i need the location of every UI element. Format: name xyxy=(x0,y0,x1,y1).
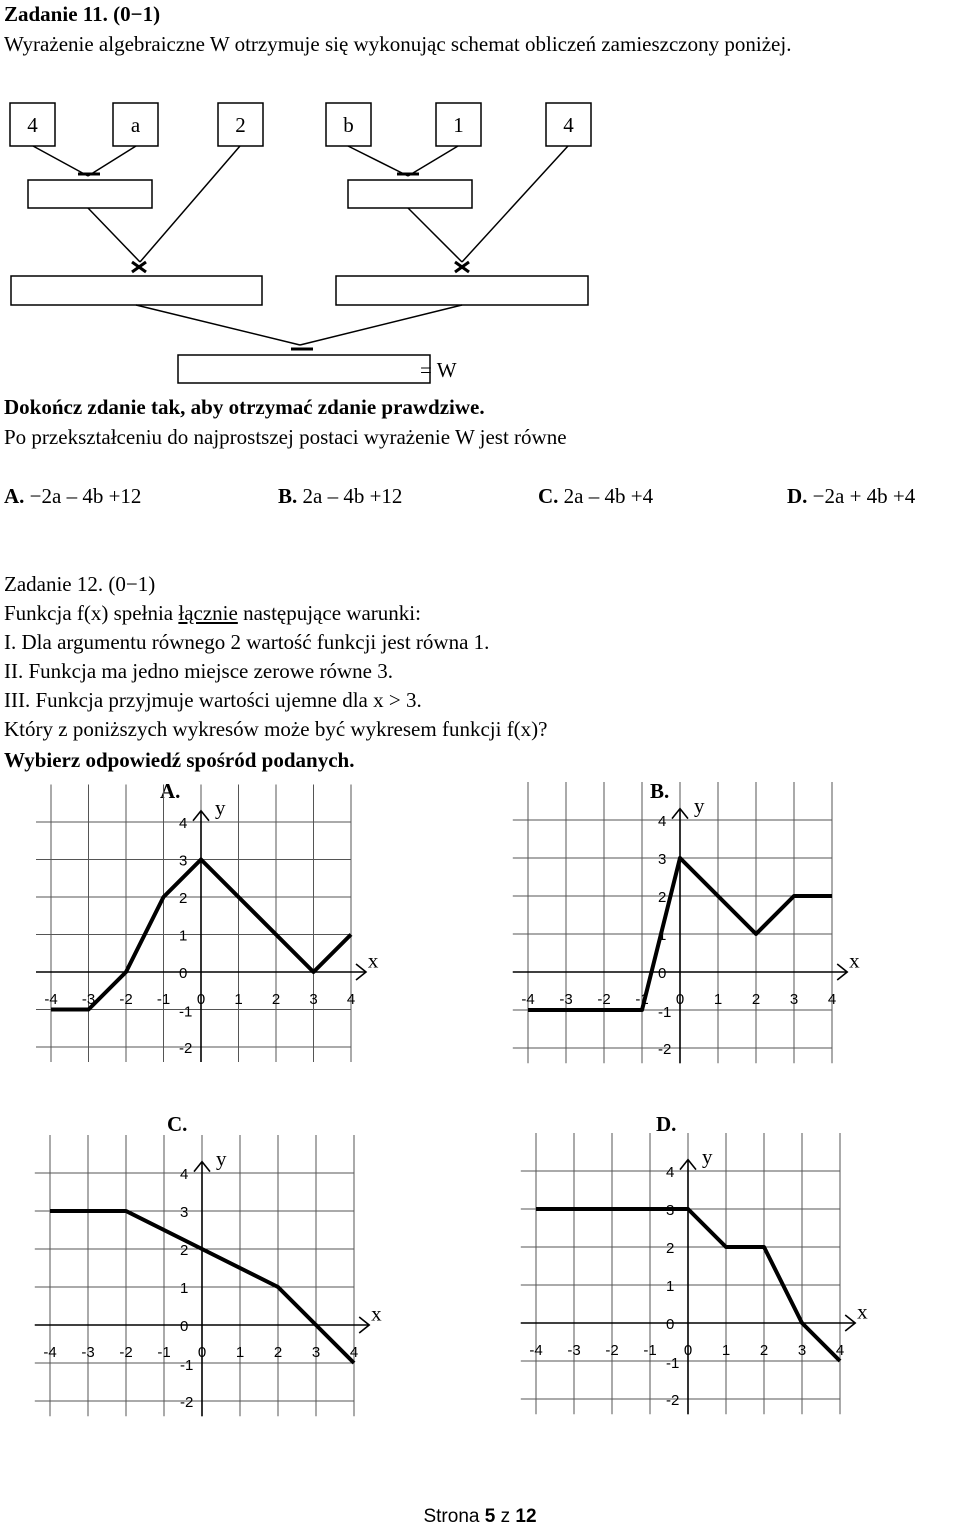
x-tick-label: 1 xyxy=(235,1344,245,1361)
input-value: 1 xyxy=(453,113,464,137)
x-tick-label: 2 xyxy=(271,991,281,1008)
x-tick-label: 0 xyxy=(683,1342,693,1359)
option-text: −2a + 4b +4 xyxy=(812,484,916,508)
y-tick-label: 4 xyxy=(666,1164,675,1181)
y-tick-label: 2 xyxy=(180,1242,189,1259)
x-tick-label: -3 xyxy=(559,991,573,1008)
x-tick-label: 2 xyxy=(759,1342,769,1359)
x-tick-label: -2 xyxy=(597,991,611,1008)
x-axis-label: x xyxy=(849,948,860,973)
y-tick-label: 1 xyxy=(666,1278,675,1295)
y-tick-label: 3 xyxy=(180,1204,189,1221)
y-tick-label: 2 xyxy=(179,890,188,907)
x-tick-label: 1 xyxy=(713,991,723,1008)
x-tick-label: -3 xyxy=(567,1342,581,1359)
y-tick-label: 4 xyxy=(180,1166,189,1183)
y-axis-label: y xyxy=(702,1144,713,1169)
y-tick-label: 0 xyxy=(666,1316,675,1333)
y-tick-label: 0 xyxy=(180,1318,189,1335)
grid xyxy=(513,779,832,1063)
option-letter: C. xyxy=(538,484,559,508)
x-tick-label: -3 xyxy=(81,1344,95,1361)
intro-underlined: łącznie xyxy=(178,601,238,625)
axes xyxy=(521,1160,855,1415)
y-tick-label: 0 xyxy=(179,965,188,982)
x-tick-label: -4 xyxy=(43,1344,57,1361)
y-tick-label: -2 xyxy=(179,1040,193,1057)
y-tick-label: -1 xyxy=(658,1004,672,1021)
x-axis-label: x xyxy=(857,1299,868,1324)
x-tick-label: 4 xyxy=(346,991,356,1008)
intro-text: Funkcja f(x) spełnia xyxy=(4,601,179,625)
grid xyxy=(36,785,351,1063)
y-axis-label: y xyxy=(215,795,226,820)
y-tick-label: -2 xyxy=(180,1394,194,1411)
x-tick-label: -4 xyxy=(521,991,535,1008)
condition: III. Funkcja przyjmuje wartości ujemne dla x > 3. xyxy=(4,688,422,712)
function-graph xyxy=(36,785,379,1063)
x-tick-label: 2 xyxy=(751,991,761,1008)
y-tick-label: -2 xyxy=(658,1041,672,1058)
y-tick-label: 2 xyxy=(658,889,667,906)
axes xyxy=(35,1162,369,1417)
x-tick-label: -4 xyxy=(529,1342,543,1359)
input-value: b xyxy=(343,113,354,137)
input-value: 2 xyxy=(235,113,246,137)
x-tick-label: -1 xyxy=(156,991,171,1008)
page-number: 5 xyxy=(484,1506,496,1527)
task11-title: Zadanie 11. (0−1) xyxy=(4,2,161,26)
x-tick-label: 1 xyxy=(721,1342,731,1359)
x-tick-label: 4 xyxy=(835,1342,845,1359)
task11-sentence: Po przekształceniu do najprostszej postaci wyrażenie W jest równe xyxy=(4,425,567,449)
y-tick-label: 1 xyxy=(658,927,667,944)
y-tick-label: 0 xyxy=(658,965,667,982)
x-tick-label: -4 xyxy=(44,991,58,1008)
x-tick-label: -3 xyxy=(81,991,96,1008)
option-letter: A. xyxy=(4,484,25,508)
page-footer xyxy=(0,1506,960,1528)
option-text: 2a – 4b +12 xyxy=(302,484,403,508)
y-tick-label: 4 xyxy=(179,815,188,832)
x-tick-label: 0 xyxy=(675,991,685,1008)
task11-instruction: Dokończ zdanie tak, aby otrzymać zdanie prawdziwe. xyxy=(4,395,485,419)
x-tick-label: 3 xyxy=(789,991,799,1008)
x-tick-label: -1 xyxy=(635,991,649,1008)
y-tick-label: -1 xyxy=(179,1003,193,1021)
x-tick-label: 3 xyxy=(311,1344,321,1361)
y-tick-label: 1 xyxy=(179,927,188,945)
y-tick-label: -2 xyxy=(666,1392,680,1409)
input-value: a xyxy=(130,113,141,137)
option-letter: D. xyxy=(787,484,808,508)
footer-text: z xyxy=(495,1506,516,1527)
task12-instruction: Wybierz odpowiedź spośród podanych. xyxy=(4,748,355,772)
y-tick-label: -1 xyxy=(666,1355,680,1372)
axes xyxy=(513,809,847,1064)
x-tick-label: 3 xyxy=(797,1342,807,1359)
intro-text: następujące warunki: xyxy=(237,601,421,625)
option-text: 2a – 4b +4 xyxy=(563,484,654,508)
y-tick-label: 3 xyxy=(666,1202,675,1219)
graph-label-c: C. xyxy=(167,1112,188,1136)
x-tick-label: 2 xyxy=(273,1344,283,1361)
y-tick-label: -1 xyxy=(180,1357,194,1374)
x-axis-label: x xyxy=(371,1301,382,1326)
function-graph xyxy=(513,779,860,1063)
x-tick-label: 4 xyxy=(827,991,837,1008)
result-label: = W xyxy=(420,358,457,382)
x-tick-label: -2 xyxy=(119,1344,133,1361)
option-text: −2a – 4b +12 xyxy=(29,484,142,508)
y-tick-label: 3 xyxy=(179,852,188,870)
input-value: 4 xyxy=(563,113,574,137)
grid xyxy=(35,1135,354,1416)
axes xyxy=(36,811,366,1062)
x-tick-label: 0 xyxy=(197,1344,207,1361)
y-axis-label: y xyxy=(216,1146,227,1171)
x-tick-label: -2 xyxy=(119,991,133,1008)
y-tick-label: 2 xyxy=(666,1240,675,1257)
x-tick-label: -1 xyxy=(157,1344,171,1361)
x-axis-label: x xyxy=(367,948,379,973)
y-tick-label: 1 xyxy=(180,1280,189,1297)
task12-title: Zadanie 12. (0−1) xyxy=(4,572,156,596)
x-tick-label: 3 xyxy=(309,991,318,1008)
graph-label-b: B. xyxy=(650,779,670,803)
condition: I. Dla argumentu równego 2 wartość funkcji jest równa 1. xyxy=(4,630,490,654)
x-tick-label: 1 xyxy=(234,991,243,1008)
x-tick-label: 0 xyxy=(196,991,206,1008)
option-letter: B. xyxy=(278,484,298,508)
task12-question: Który z poniższych wykresów może być wykresem funkcji f(x)? xyxy=(4,717,548,741)
footer-text: Strona xyxy=(423,1506,485,1527)
y-tick-label: 4 xyxy=(658,813,667,830)
task11-intro: Wyrażenie algebraiczne W otrzymuje się wykonując schemat obliczeń zamieszczony poniżej. xyxy=(4,32,792,56)
graph-label-a: A. xyxy=(160,779,181,803)
grid xyxy=(521,1133,840,1414)
x-tick-label: 4 xyxy=(349,1344,359,1361)
function-graph xyxy=(35,1135,382,1416)
function-graph xyxy=(521,1133,868,1414)
page-total: 12 xyxy=(515,1506,537,1527)
x-tick-label: -1 xyxy=(643,1342,657,1359)
y-tick-label: 3 xyxy=(658,851,667,868)
x-tick-label: -2 xyxy=(605,1342,619,1359)
y-axis-label: y xyxy=(694,793,705,818)
condition: II. Funkcja ma jedno miejsce zerowe równe 3. xyxy=(4,659,393,683)
input-value: 4 xyxy=(27,113,38,137)
graph-label-d: D. xyxy=(656,1112,677,1136)
